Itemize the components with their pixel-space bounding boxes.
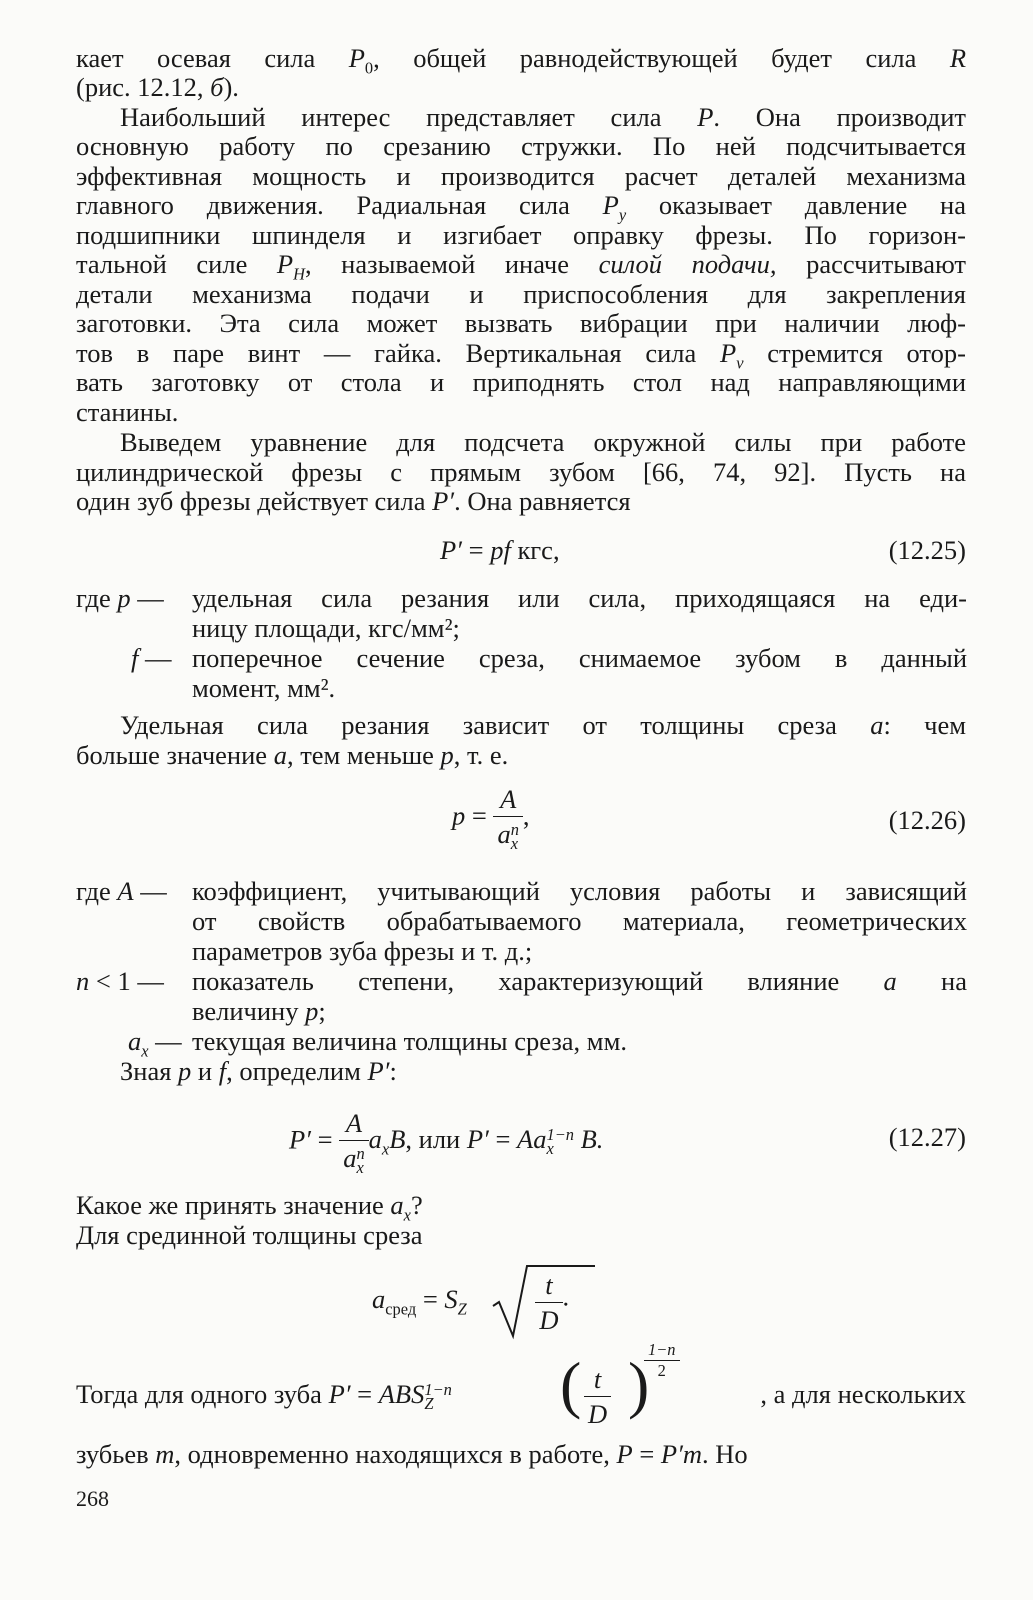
radical-sign-icon [491, 1262, 611, 1340]
definition-text: поперечное сечение среза, снимаемое зубом в данный [192, 643, 967, 673]
text-line: подшипники шпинделя и изгибает оправку фрезы. По горизон- [76, 220, 966, 250]
text-line: больше значение a, тем меньше p, т. е. [76, 740, 509, 770]
text-line: тов в паре винт — гайка. Вертикальная сила $P_v$ стремится отор- [76, 338, 966, 373]
text-line: Удельная сила резания зависит от толщины среза a: чем [120, 710, 966, 740]
equation-a-sred: $a_{сред} = S_Z$ $\frac{t}{D}$ . [372, 1262, 569, 1337]
text-line: один зуб фрезы действует сила P′. Она равняется [76, 486, 631, 516]
text-line: Наибольший интерес представляет сила P. Она производит [120, 102, 966, 132]
equation-12-27: P′ = A a n x $a_xB$, или P′ = Aa 1−n x B. [289, 1108, 604, 1177]
text-line: Зная p и f, определим P′: [120, 1056, 397, 1086]
definition-term: где A — [76, 876, 167, 906]
final-equation-line: Тогда для одного зуба P′ = ABS 1−n Z ( $\frac{t}{D}$ ) $\frac{1-n}{2}$ , а для нескольких [76, 1340, 966, 1429]
fraction: $\frac{t}{D}$ [535, 1268, 562, 1337]
radical: $\frac{t}{D}$ . [491, 1262, 569, 1337]
equation-12-26: p = A a n x , [452, 784, 530, 853]
definition-text: момент, мм². [192, 673, 336, 703]
definition-text: текущая величина толщины среза, мм. [192, 1026, 627, 1056]
text-line: Какое же принять значение $a_x$? [76, 1190, 423, 1225]
definition-text: коэффициент, учитывающий условия работы и зависящий [192, 876, 967, 906]
equation-number: (12.25) [888, 535, 966, 565]
right-paren: ) [628, 1349, 650, 1420]
text-line: тальной силе $P_H$, называемой иначе силой подачи, рассчитывают [76, 249, 966, 284]
definition-text: величину p; [192, 996, 326, 1026]
text-line: основную работу по срезанию стружки. По ней подсчитывается [76, 131, 966, 161]
definition-text: показатель степени, характеризующий влияние a на [192, 966, 967, 996]
equation-number: (12.26) [888, 805, 966, 835]
definition-term: n < 1 — [76, 966, 164, 996]
fraction: $\frac{t}{D}$ [584, 1362, 611, 1431]
text-line: главного движения. Радиальная сила $P_y$ оказывает давление на [76, 190, 966, 225]
text-line: цилиндрической фрезы с прямым зубом [66, 74, 92]. Пусть на [76, 457, 966, 487]
definition-term: где p — [76, 583, 164, 613]
fraction: A a n x [339, 1106, 368, 1175]
text-line: станины. [76, 397, 179, 427]
text-line: эффективная мощность и производится расчет деталей механизма [76, 161, 966, 191]
text-line: Для срединной толщины среза [76, 1220, 423, 1250]
text-line: заготовки. Эта сила может вызвать вибрации при наличии люф- [76, 308, 966, 338]
equation-12-25: P′ = pf кгс, [440, 535, 560, 565]
definition-text: удельная сила резания или сила, приходящаяся на еди- [192, 583, 967, 613]
text-line: кает осевая сила $P_0$, общей равнодействующей будет сила R [76, 43, 967, 78]
text-line: вать заготовку от стола и приподнять стол над направляющими [76, 367, 966, 397]
equation-number: (12.27) [888, 1122, 966, 1152]
definition-term: f — [131, 643, 172, 673]
text-line: (рис. 12.12, б). [76, 72, 239, 102]
text-line: детали механизма подачи и приспособления для закрепления [76, 279, 966, 309]
left-paren: ( [560, 1349, 582, 1420]
fraction: A a n x [493, 782, 522, 851]
definition-text: параметров зуба фрезы и т. д.; [192, 936, 533, 966]
page-number: 268 [76, 1486, 109, 1511]
text-line: Выведем уравнение для подсчета окружной силы при работе [120, 427, 966, 457]
definition-text: ницу площади, кгс/мм²; [192, 613, 460, 643]
exponent-fraction: $\frac{1-n}{2}$ [644, 1340, 680, 1381]
text-line: зубьев m, одновременно находящихся в работе, P = P′m. Но [76, 1439, 748, 1469]
definition-text: от свойств обрабатываемого материала, геометрических [192, 906, 967, 936]
definition-term: $a_x$ — [128, 1026, 182, 1061]
